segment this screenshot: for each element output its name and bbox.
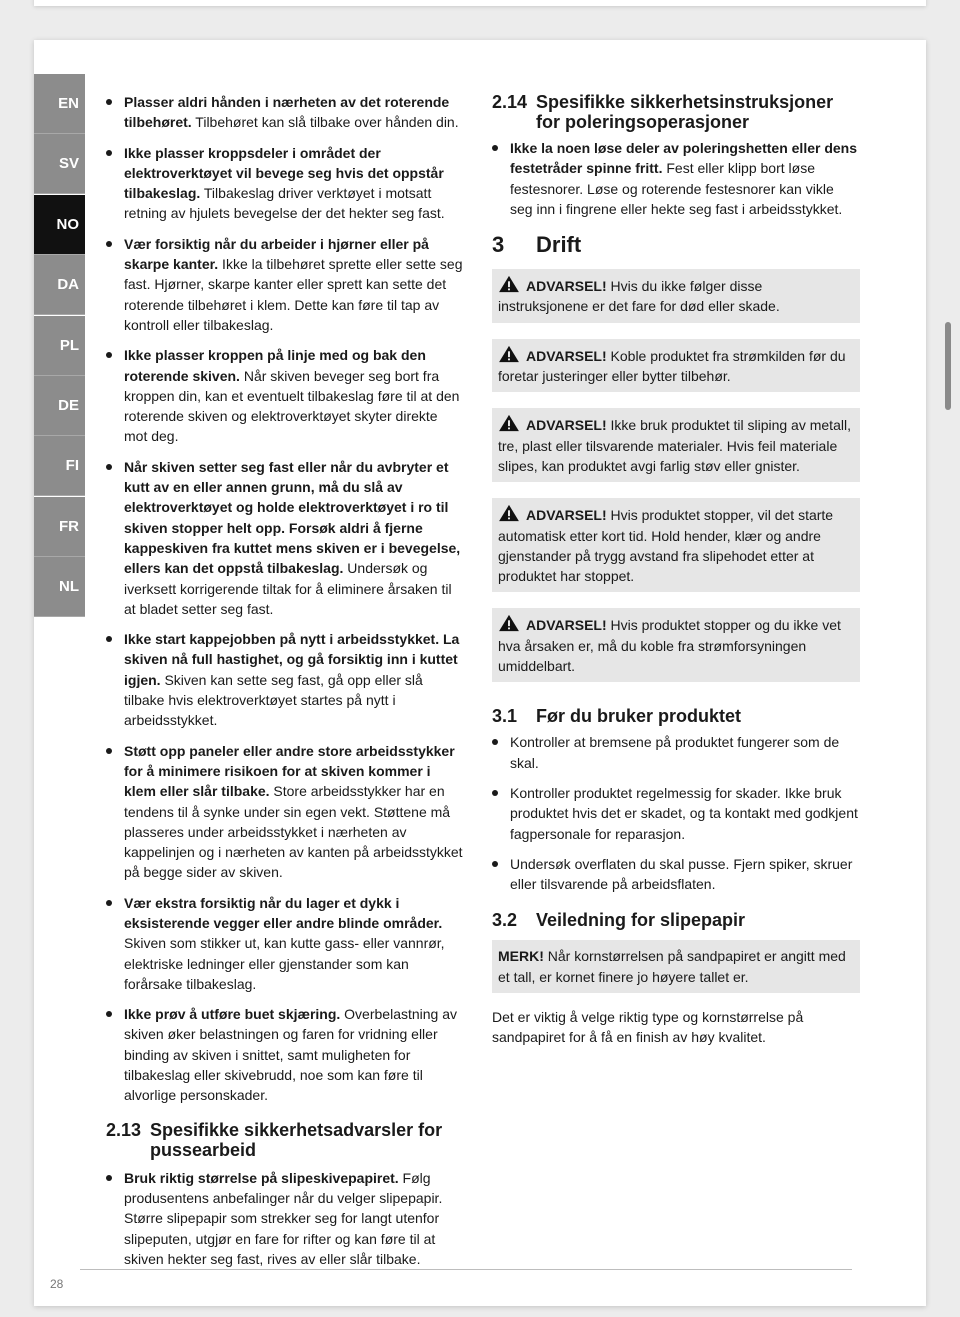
list-item: Ikke la noen løse deler av poleringshetten eller dens festetråder spinne fritt. Fest eller klipp bort løse festesnorer. Løse og roterende festesnorer kan vikle seg inn i fingrene eller hekte seg fast i arbeidsstykket. (492, 138, 860, 219)
warning-box: ADVARSEL! Hvis produktet stopper og du ikke vet hva årsaken er, må du koble fra strømforsyningen umiddelbart. (492, 608, 860, 682)
page-number: 28 (50, 1277, 64, 1291)
kickback-safety-list (106, 92, 464, 1106)
list-item: Ikke prøv å utføre buet skjæring. Overbelastning av skiven øker belastningen og faren for vridning eller binding av skiven i snittet, samt muligheten for tilbakeslag eller skivebrudd, noe som kan føre til alvorlige personskader. (106, 1004, 464, 1105)
language-tab-en[interactable]: EN (34, 74, 85, 134)
sanding-safety-list (106, 1168, 464, 1269)
note-box: MERK! Når kornstørrelsen på sandpapiret er angitt med et tall, er kornet finere jo høyere tallet er. (492, 940, 860, 993)
sandpaper-paragraph: Det er viktig å velge riktig type og kornstørrelse på sandpapiret for å få en finish av høy kvalitet. (492, 1009, 804, 1046)
language-tab-fi[interactable]: FI (34, 436, 85, 496)
language-tab-no[interactable]: NO (34, 195, 85, 255)
section-heading-3-2: 3.2 Veiledning for slipepapir (492, 910, 746, 931)
list-item: Kontroller at bremsene på produktet fungerer som de skal. (492, 732, 860, 773)
list-item: Støtt opp paneler eller andre store arbeidsstykker for å minimere risikoen for at skiven kommer i klem eller slår tilbake. Store arbeidsstykker har en tendens til å synke under sin egen vekt. Støttene må plasseres under arbeidsstykket i nærheten av kappelinjen og i nærheten av kanten på arbeidsstykket på begge sider av skiven. (106, 741, 464, 883)
section-heading-3-1: 3.1 Før du bruker produktet (492, 706, 742, 727)
warning-triangle-icon (498, 504, 520, 522)
warning-box: ADVARSEL! Hvis du ikke følger disse instruksjonene er det fare for død eller skade. (492, 269, 860, 323)
list-item: Ikke start kappejobben på nytt i arbeidsstykket. La skiven nå full hastighet, og gå forsiktig inn i kuttet igjen. Skiven kan sette seg fast, gå opp eller slå tilbake hvis elektroverktøyet startes på nytt i arbeidsstykket. (106, 629, 464, 730)
warning-box: ADVARSEL! Ikke bruk produktet til sliping av metall, tre, plast eller tilsvarende materialer. Hvis feil materiale slipes, kan produktet avgi farlig støv eller gnister. (492, 408, 860, 482)
language-tab-sv[interactable]: SV (34, 134, 85, 194)
language-tab-nl[interactable]: NL (34, 557, 85, 617)
list-item: Bruk riktig størrelse på slipeskivepapiret. Følg produsentens anbefalinger når du velger slipepapir. Større slipepapir som strekker seg for langt utenfor slipeputen, utgjør en fare for rifter og kan føre til at skiven hekter seg fast, rives av eller slår tilbake. (106, 1168, 464, 1269)
warning-triangle-icon (498, 414, 520, 432)
warning-box: ADVARSEL! Koble produktet fra strømkilden før du foretar justeringer eller bytter tilbehør. (492, 339, 860, 393)
right-column (492, 92, 860, 1048)
warning-triangle-icon (498, 614, 520, 632)
scrollbar-thumb[interactable] (945, 322, 951, 410)
language-tab-de[interactable]: DE (34, 376, 85, 436)
list-item: Når skiven setter seg fast eller når du avbryter et kutt av en eller annen grunn, må du slå av elektroverktøyet og holde elektroverktøyet i ro til skiven stopper helt opp. Forsøk aldri å fjerne kappeskiven fra kuttet mens skiven er i bevegelse, ellers kan det oppstå tilbakeslag. Undersøk og iverksett korrigerende tiltak for å eliminere årsaken til at bladet setter seg fast. (106, 457, 464, 619)
section-heading-2-14: 2.14 Spesifikke sikkerhetsinstruksjoner for poleringsoperasjoner (492, 92, 834, 132)
language-tab-da[interactable]: DA (34, 255, 85, 315)
warning-triangle-icon (498, 345, 520, 363)
list-item: Ikke plasser kroppsdeler i området der elektroverktøyet vil bevege seg hvis det oppstår tilbakeslag. Tilbakeslag driver verktøyet i motsatt retning av hjulets bevegelse der det hekter seg fast. (106, 143, 464, 224)
list-item: Vær ekstra forsiktig når du lager et dykk i eksisterende vegger eller andre blinde områder. Skiven som stikker ut, kan kutte gass- eller vannrør, elektriske ledninger eller gjenstander som kan forårsake tilbakeslag. (106, 893, 464, 994)
before-use-list (492, 732, 860, 894)
language-tabs (34, 74, 85, 618)
list-item: Kontroller produktet regelmessig for skader. Ikke bruk produktet hvis det er skadet, og ta kontakt med godkjent fagpersonale for reparasjon. (492, 783, 860, 844)
left-column (106, 92, 464, 1279)
section-heading-2-13: 2.13 Spesifikke sikkerhetsadvarsler for pussearbeid (106, 1119, 443, 1160)
manual-page (34, 40, 926, 1306)
language-tab-fr[interactable]: FR (34, 497, 85, 557)
footer-divider (80, 1269, 852, 1270)
list-item: Ikke plasser kroppen på linje med og bak den roterende skiven. Når skiven beveger seg bort fra kroppen din, kan et eventuelt tilbakeslag føre til at den roterende skiven og elektroverktøyet skyter direkte mot deg. (106, 345, 464, 446)
list-item: Undersøk overflaten du skal pusse. Fjern spiker, skruer eller tilsvarende på arbeidsflaten. (492, 854, 860, 895)
warning-triangle-icon (498, 275, 520, 293)
previous-page-edge (34, 0, 926, 6)
section-heading-3: 3 Drift (492, 232, 582, 258)
list-item: Vær forsiktig når du arbeider i hjørner eller på skarpe kanter. Ikke la tilbehøret sprette eller sette seg fast. Hjørner, skarpe kanter eller sprett kan sette det roterende tilbehøret i klem. Dette kan føre til tap av kontroll eller tilbakeslag. (106, 234, 464, 335)
list-item: Plasser aldri hånden i nærheten av det roterende tilbehøret. Tilbehøret kan slå tilbake over hånden din. (106, 92, 464, 133)
warning-box: ADVARSEL! Hvis produktet stopper, vil det starte automatisk etter kort tid. Hold hender, klær og andre gjenstander på trygg avstand fra slipehodet etter at produktet har stoppet. (492, 498, 860, 592)
language-tab-pl[interactable]: PL (34, 316, 85, 376)
polishing-safety-list (492, 138, 860, 219)
